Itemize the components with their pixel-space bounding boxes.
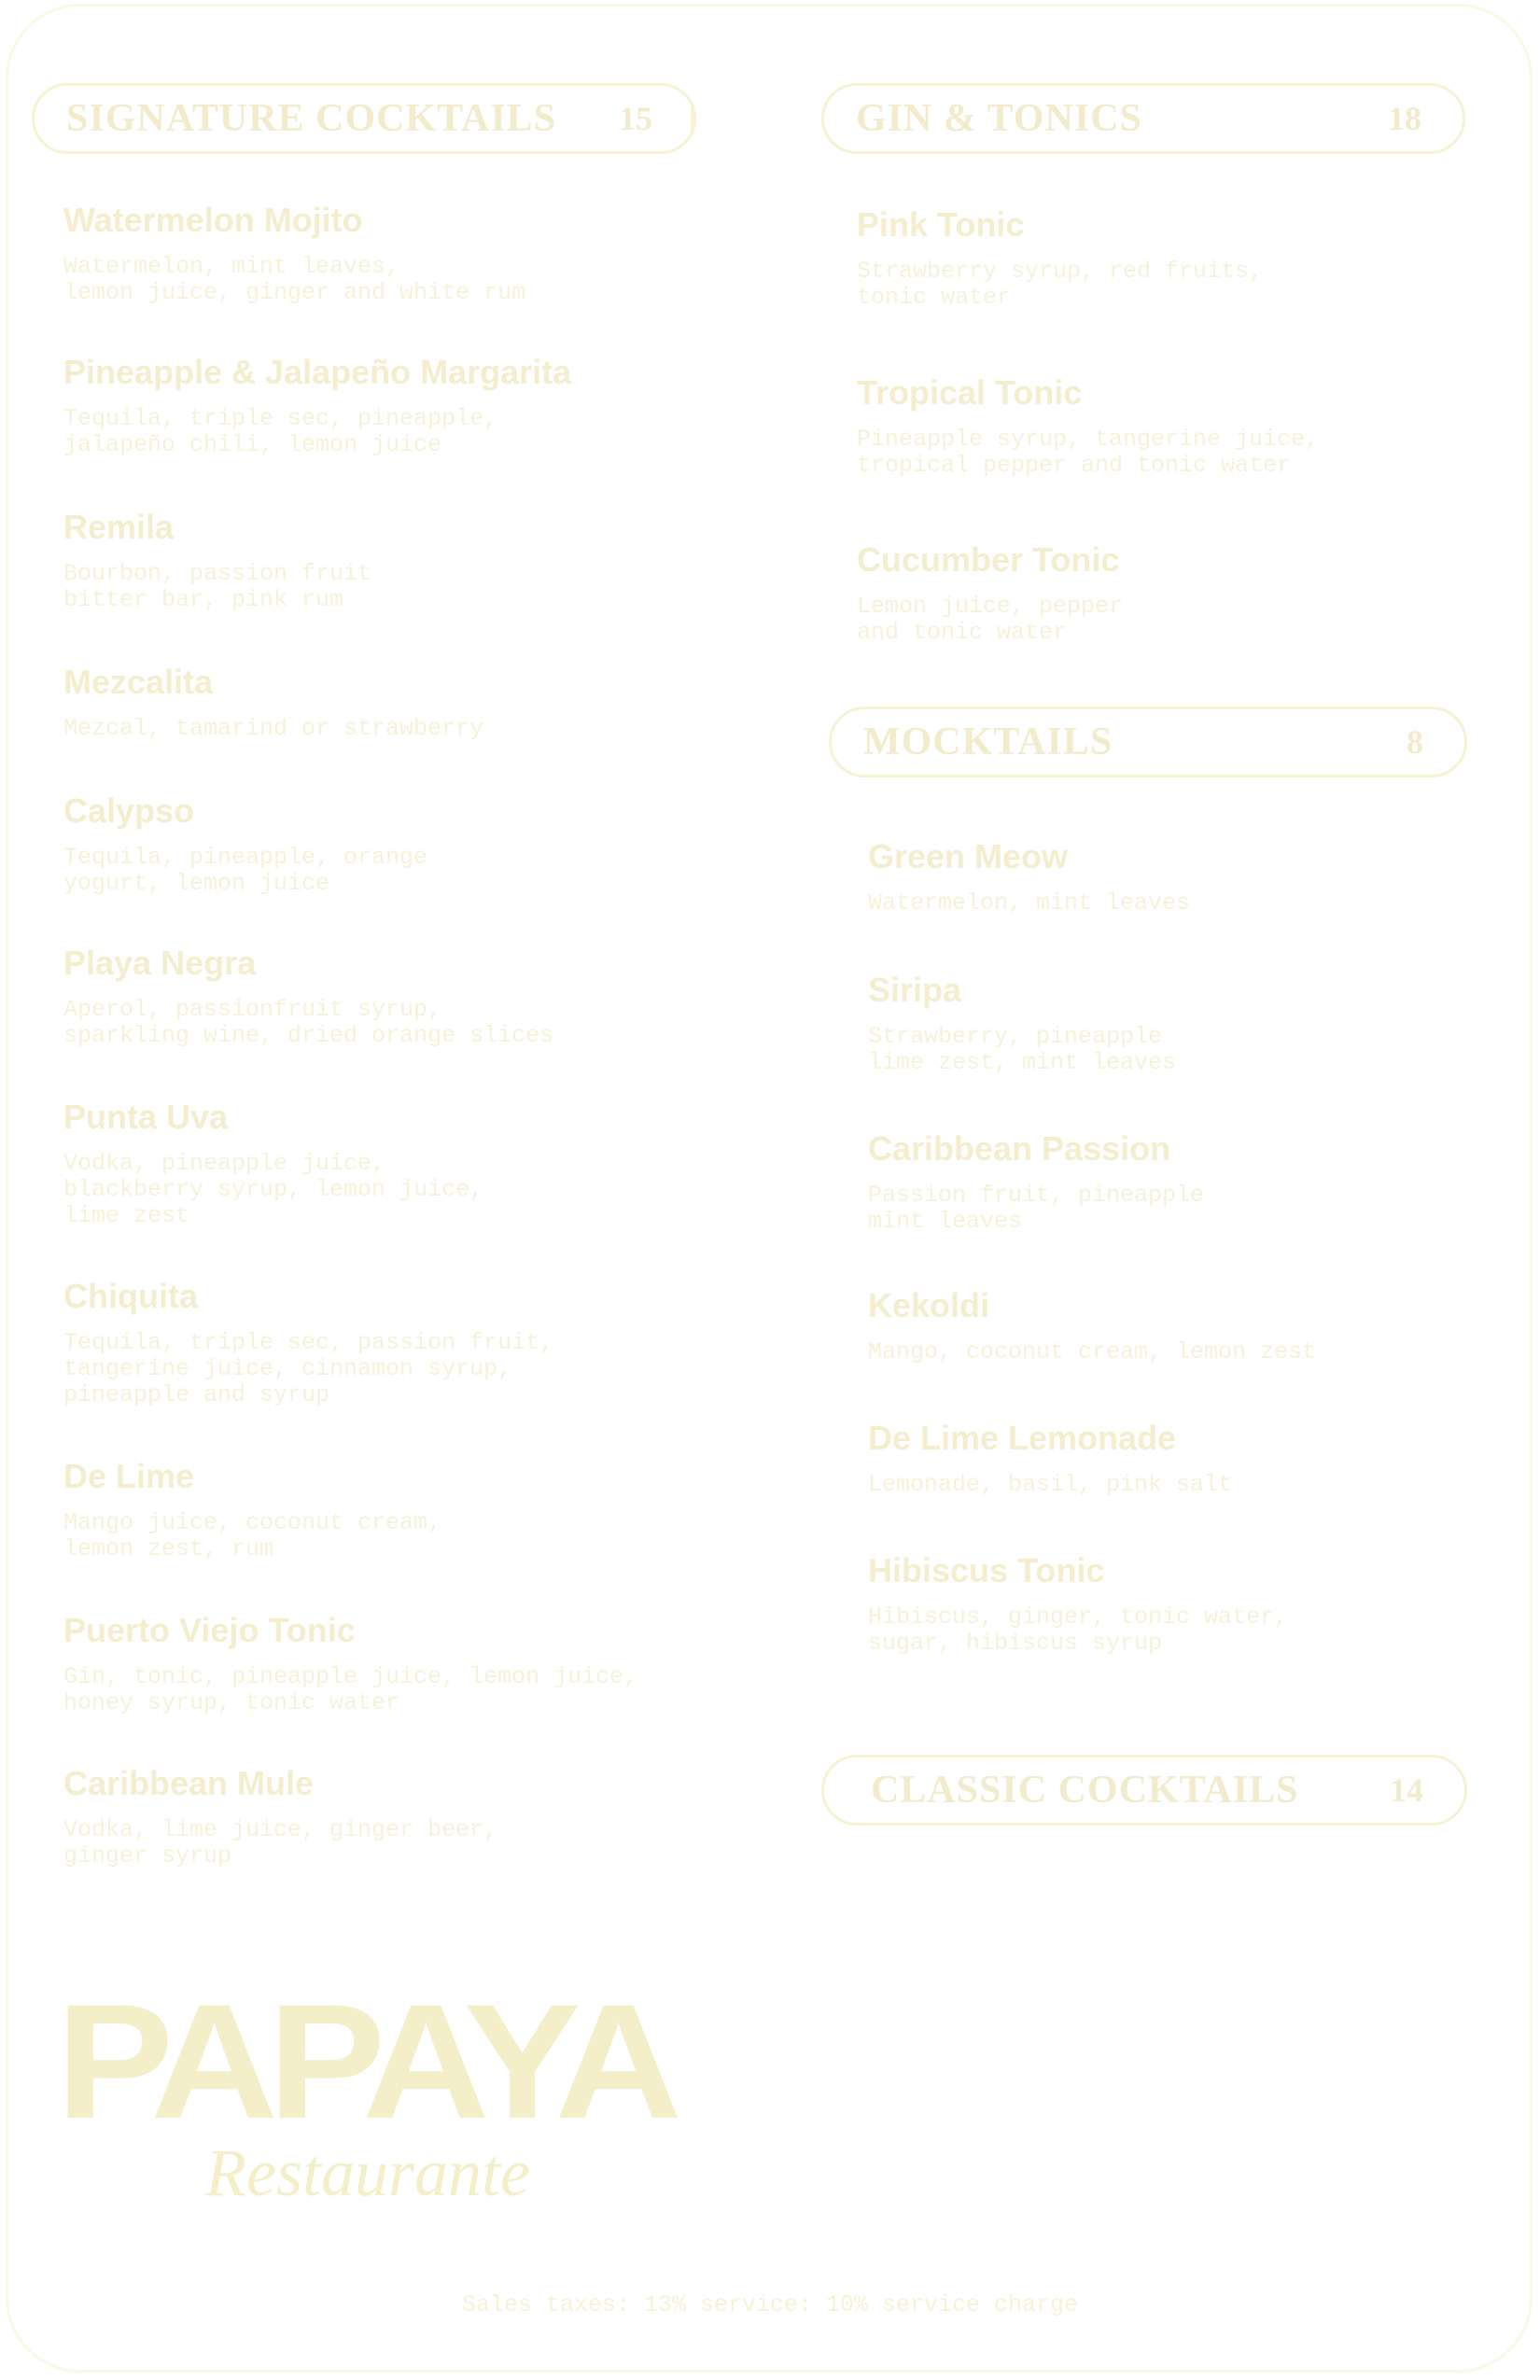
menu-item-siripa xyxy=(868,972,1176,1076)
logo-subtitle: Restaurante xyxy=(205,2135,530,2210)
menu-item-de-lime-lemonade xyxy=(868,1420,1232,1498)
section-price: 8 xyxy=(1407,723,1423,761)
menu-item-mezcalita xyxy=(63,664,483,742)
item-name: Playa Negra xyxy=(63,944,257,982)
section-header-classic-cocktails xyxy=(821,1755,1467,1826)
restaurant-logo xyxy=(56,1971,673,2212)
item-description: Tequila, triple sec, pineapple, jalapeño chili, lemon juice xyxy=(63,405,498,458)
item-name: Caribbean Passion xyxy=(868,1129,1171,1168)
menu-item-punta-uva xyxy=(63,1099,483,1229)
menu-item-pineapple-jalapeno-margarita xyxy=(63,354,571,458)
item-name: Pineapple & Jalapeño Margarita xyxy=(63,353,572,391)
item-name: Hibiscus Tonic xyxy=(868,1551,1105,1589)
item-description: Vodka, lime juice, ginger beer, ginger syrup xyxy=(63,1816,498,1869)
menu-item-cucumber-tonic xyxy=(857,541,1123,646)
menu-item-de-lime xyxy=(63,1458,441,1562)
item-description: Vodka, pineapple juice, blackberry syrup, lemon juice, lime zest xyxy=(63,1150,484,1229)
menu-item-chiquita xyxy=(63,1278,553,1408)
section-header-signature-cocktails xyxy=(32,83,696,154)
item-name: Cucumber Tonic xyxy=(857,540,1120,579)
menu-item-tropical-tonic xyxy=(857,374,1319,479)
item-description: Pineapple syrup, tangerine juice, tropical pepper and tonic water xyxy=(857,426,1320,479)
divider-tick xyxy=(691,106,693,134)
item-description: Hibiscus, ginger, tonic water, sugar, hibiscus syrup xyxy=(868,1603,1289,1657)
item-description: Gin, tonic, pineapple juice, lemon juice, honey syrup, tonic water xyxy=(63,1663,638,1716)
item-name: Chiquita xyxy=(63,1277,198,1315)
item-name: Mezcalita xyxy=(63,663,214,701)
tax-footer-note: Sales taxes: 13% service: 10% service charge xyxy=(461,2291,1079,2318)
item-name: Siripa xyxy=(868,971,962,1009)
item-description: Watermelon, mint leaves, lemon juice, ginger and white rum xyxy=(63,253,526,306)
section-header-mocktails xyxy=(829,707,1467,777)
item-description: Tequila, triple sec, passion fruit, tangerine juice, cinnamon syrup, pineapple and syrup xyxy=(63,1329,554,1408)
item-name: Calypso xyxy=(63,791,195,830)
item-description: Tequila, pineapple, orange yogurt, lemon juice xyxy=(63,844,428,897)
item-description: Mezcal, tamarind or strawberry xyxy=(63,715,484,742)
item-description: Lemonade, basil, pink salt xyxy=(868,1471,1233,1498)
logo-brand: PAPAYA xyxy=(56,1971,673,2153)
menu-item-remila xyxy=(63,509,371,613)
item-name: De Lime xyxy=(63,1457,195,1495)
menu-item-green-meow xyxy=(868,838,1190,917)
item-name: Puerto Viejo Tonic xyxy=(63,1611,356,1649)
section-title: MOCKTAILS xyxy=(863,721,1113,763)
menu-item-calypso xyxy=(63,792,427,897)
item-description: Bourbon, passion fruit bitter bar, pink rum xyxy=(63,560,372,613)
item-description: Passion fruit, pineapple mint leaves xyxy=(868,1182,1205,1235)
item-description: Aperol, passionfruit syrup, sparkling wine, dried orange slices xyxy=(63,996,554,1049)
menu-item-kekoldi xyxy=(868,1287,1316,1365)
section-header-gin-tonics xyxy=(821,83,1465,154)
section-title: CLASSIC COCKTAILS xyxy=(871,1769,1299,1812)
section-title: SIGNATURE COCKTAILS xyxy=(66,97,557,140)
menu-item-caribbean-passion xyxy=(868,1130,1204,1235)
item-name: Caribbean Mule xyxy=(63,1764,315,1802)
section-price: 18 xyxy=(1388,100,1421,137)
item-name: Kekoldi xyxy=(868,1286,990,1324)
menu-item-playa-negra xyxy=(63,945,553,1049)
item-description: Lemon juice, pepper and tonic water xyxy=(857,593,1124,646)
item-name: Tropical Tonic xyxy=(857,373,1083,412)
item-description: Mango, coconut cream, lemon zest xyxy=(868,1338,1317,1365)
item-name: Punta Uva xyxy=(63,1098,229,1136)
item-description: Mango juice, coconut cream, lemon zest, rum xyxy=(63,1509,442,1562)
menu-item-puerto-viejo-tonic xyxy=(63,1612,637,1716)
menu-item-watermelon-mojito xyxy=(63,202,525,306)
item-description: Strawberry, pineapple lime zest, mint leaves xyxy=(868,1023,1177,1076)
item-description: Watermelon, mint leaves xyxy=(868,889,1191,917)
item-name: Remila xyxy=(63,508,175,546)
section-title: GIN & TONICS xyxy=(856,97,1142,140)
section-price: 15 xyxy=(619,100,652,137)
item-name: Pink Tonic xyxy=(857,205,1025,244)
item-name: Watermelon Mojito xyxy=(63,201,363,239)
section-price: 14 xyxy=(1390,1771,1423,1809)
menu-item-pink-tonic xyxy=(857,206,1263,311)
menu-item-hibiscus-tonic xyxy=(868,1552,1288,1657)
item-name: De Lime Lemonade xyxy=(868,1419,1177,1457)
menu-item-caribbean-mule xyxy=(63,1765,497,1869)
item-name: Green Meow xyxy=(868,837,1069,875)
item-description: Strawberry syrup, red fruits, tonic water xyxy=(857,258,1264,311)
